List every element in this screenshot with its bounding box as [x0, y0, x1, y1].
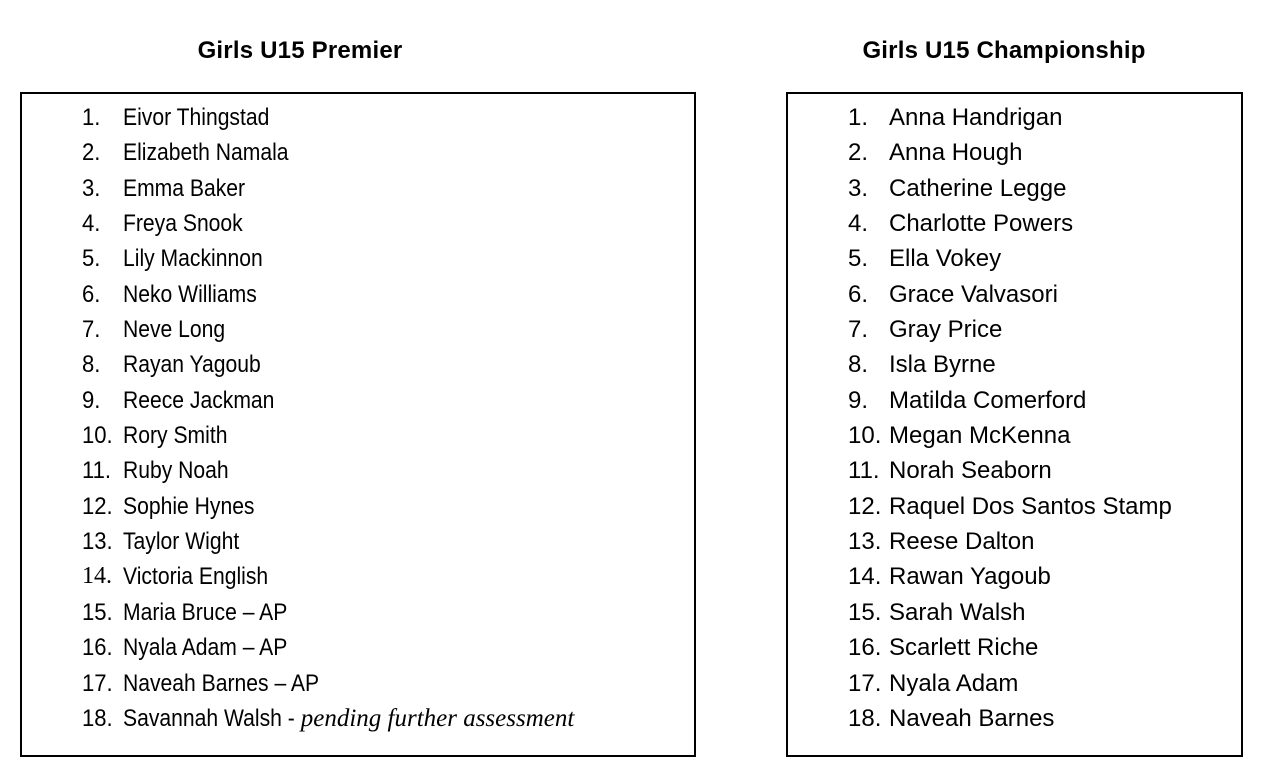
row-number: 4.: [82, 210, 101, 238]
roster-row: [82, 524, 694, 559]
roster-row: [848, 453, 1241, 488]
player-name: Rayan Yagoub: [123, 351, 261, 379]
player-name: Sophie Hynes: [123, 492, 255, 520]
roster-row: [82, 347, 694, 382]
row-number: 14.: [848, 563, 882, 591]
row-number: 5.: [848, 245, 869, 273]
roster-row: [82, 277, 694, 312]
player-name: Taylor Wight: [123, 528, 240, 556]
player-name: Catherine Legge: [889, 174, 1067, 202]
player-name: Eivor Thingstad: [123, 104, 270, 131]
player-name: Grace Valvasori: [889, 280, 1058, 308]
row-number: 6.: [82, 280, 101, 308]
roster-row: [848, 418, 1241, 453]
row-number: 18.: [82, 704, 113, 732]
row-number: 16.: [848, 634, 882, 662]
player-name: Rawan Yagoub: [889, 563, 1051, 591]
player-name: Elizabeth Namala: [123, 139, 289, 167]
row-number: 7.: [82, 316, 101, 344]
roster-row: [82, 312, 694, 347]
roster-row: [848, 383, 1241, 418]
player-name: Reece Jackman: [123, 386, 275, 414]
roster-row: [848, 135, 1241, 170]
player-name: Neve Long: [123, 316, 226, 344]
roster-row: [82, 241, 694, 276]
player-name: Reese Dalton: [889, 528, 1035, 556]
row-number: 10.: [82, 422, 113, 450]
roster-row: [848, 489, 1241, 524]
premier-roster-box: [20, 92, 696, 757]
player-name: Charlotte Powers: [889, 210, 1074, 238]
player-name: Naveah Barnes – AP: [123, 669, 320, 697]
row-number: 7.: [848, 316, 869, 344]
player-name: Neko Williams: [123, 280, 257, 308]
roster-row: [82, 489, 694, 524]
premier-title: Girls U15 Premier: [197, 37, 403, 64]
row-number: 11.: [82, 457, 112, 485]
row-number: 2.: [848, 139, 869, 167]
championship-roster-list: [788, 94, 1241, 736]
roster-row: [848, 100, 1241, 135]
player-name: Ruby Noah: [123, 457, 229, 485]
player-name: Isla Byrne: [889, 351, 996, 379]
player-name: Maria Bruce – AP: [123, 598, 288, 626]
row-number: 11.: [848, 457, 880, 485]
roster-row: [848, 630, 1241, 665]
roster-row: [82, 595, 694, 630]
row-number: 8.: [82, 351, 101, 379]
row-number: 1.: [82, 104, 101, 131]
row-number: 15.: [82, 598, 113, 626]
roster-row: [82, 383, 694, 418]
player-name: Anna Handrigan: [889, 104, 1063, 131]
player-name: Anna Hough: [889, 139, 1023, 167]
premier-roster-list: [22, 94, 694, 736]
player-name: Raquel Dos Santos Stamp: [889, 492, 1172, 520]
roster-row: [848, 206, 1241, 241]
roster-row: [848, 171, 1241, 206]
roster-row: [82, 453, 694, 488]
player-name: Nyala Adam: [889, 669, 1019, 697]
roster-row: [848, 666, 1241, 701]
row-number: 8.: [848, 351, 869, 379]
row-number: 3.: [82, 174, 101, 202]
row-number: 6.: [848, 280, 869, 308]
player-name: Emma Baker: [123, 174, 246, 202]
roster-row: [848, 701, 1241, 736]
row-number: 3.: [848, 174, 869, 202]
roster-row: [82, 418, 694, 453]
row-number: 2.: [82, 139, 101, 167]
row-number: 12.: [848, 492, 882, 520]
row-number: 13.: [82, 528, 113, 556]
player-name: Victoria English: [123, 563, 269, 591]
roster-row: [848, 595, 1241, 630]
player-name: Freya Snook: [123, 210, 243, 238]
row-number: 17.: [82, 669, 113, 697]
row-number: 16.: [82, 634, 113, 662]
roster-row: [848, 524, 1241, 559]
player-note: pending further assessment: [300, 704, 575, 732]
roster-row: [82, 100, 694, 135]
roster-row: [82, 206, 694, 241]
row-number: 1.: [848, 104, 869, 131]
roster-row: [848, 347, 1241, 382]
championship-roster-box: [786, 92, 1243, 757]
championship-title: Girls U15 Championship: [862, 37, 1146, 64]
row-number: 9.: [848, 386, 869, 414]
player-name: Savannah Walsh - pending further assessment: [123, 701, 541, 736]
player-name: Norah Seaborn: [889, 457, 1052, 485]
row-number: 17.: [848, 669, 882, 697]
roster-row: [848, 559, 1241, 594]
row-number: 12.: [82, 492, 113, 520]
player-name: Matilda Comerford: [889, 386, 1087, 414]
row-number: 15.: [848, 598, 882, 626]
roster-row: [82, 630, 694, 665]
row-number: 10.: [848, 422, 882, 450]
player-name: Rory Smith: [123, 422, 228, 450]
row-number: 13.: [848, 528, 882, 556]
roster-row: [848, 277, 1241, 312]
roster-row: [82, 135, 694, 170]
player-name: Sarah Walsh: [889, 598, 1026, 626]
row-number: 4.: [848, 210, 869, 238]
player-name: Ella Vokey: [889, 245, 1002, 273]
player-name: Nyala Adam – AP: [123, 634, 288, 662]
row-number: 18.: [848, 704, 882, 732]
player-name: Gray Price: [889, 316, 1003, 344]
player-name: Megan McKenna: [889, 422, 1071, 450]
roster-row: [82, 171, 694, 206]
row-number: 14.: [82, 563, 112, 590]
roster-row: [82, 666, 694, 701]
roster-row: [82, 701, 694, 736]
row-number: 5.: [82, 245, 101, 273]
player-name: Lily Mackinnon: [123, 245, 263, 273]
roster-row: [848, 241, 1241, 276]
player-name: Naveah Barnes: [889, 704, 1055, 732]
roster-row: [848, 312, 1241, 347]
row-number: 9.: [82, 386, 101, 414]
roster-row: [82, 559, 694, 594]
player-name: Scarlett Riche: [889, 634, 1039, 662]
